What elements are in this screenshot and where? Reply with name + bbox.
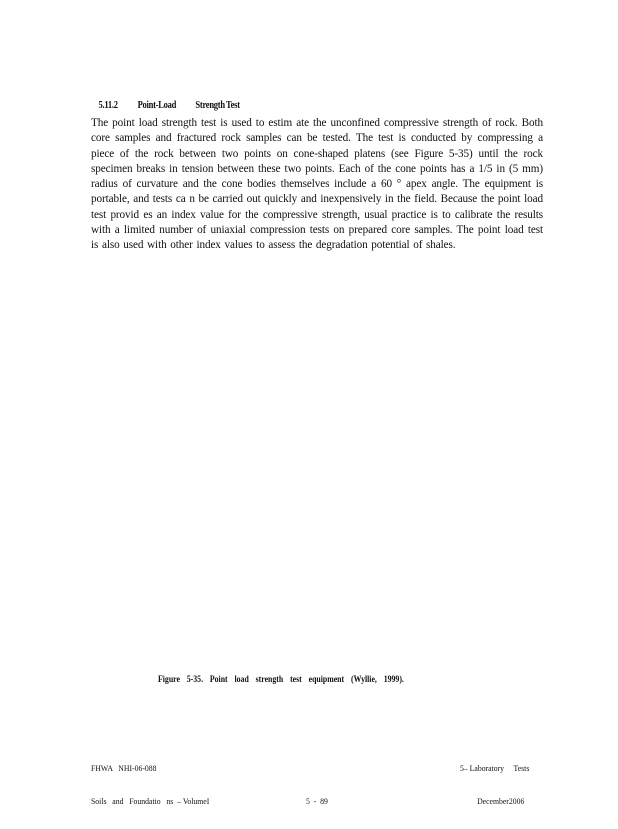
- section-title-word-3: Test: [225, 100, 240, 111]
- section-title-word-1: Point-Load: [137, 100, 177, 111]
- section-number: 5.11.2: [98, 100, 118, 111]
- footer-center: [306, 741, 328, 829]
- footer-left: [91, 741, 209, 829]
- footer-right: [460, 741, 529, 829]
- section-title-word-2: Strength: [195, 100, 225, 111]
- footer-document-id: FHWA NHI-06-088: [91, 763, 157, 773]
- footer-page-number: 5 - 89: [306, 796, 328, 806]
- footer-chapter-title: 5– Laboratory Tests: [460, 763, 530, 773]
- figure-caption: Figure 5-35. Point load strength test equipment (Wyllie, 1999).: [158, 675, 404, 685]
- footer-manual-title: Soils and Foundatio ns – VolumeI: [91, 796, 210, 806]
- body-paragraph: The point load strength test is used to estim ate the unconfined compressive strength of rock. Both core samples and fractured rock samples can be tested. The test is conducted by compressing a piece of the rock between two points on cone-shaped platens (see Figure 5-35) until the rock specimen breaks in tension between these two points. Each of the cone points has a 1/5 in (5 mm) radius of curvature and the cone bodies themselves include a 60 ° apex angle. The equipment is portable, and tests ca n be carried out quickly and inexpensively in the field. Because the point load test provid es an index value for the compressive strength, usual practice is to calibrate the results with a limited number of uniaxial compression tests on prepared core samples. The point load test is also used with other index values to assess the degradation potential of shales.: [91, 117, 543, 252]
- footer-date: December2006: [477, 796, 525, 806]
